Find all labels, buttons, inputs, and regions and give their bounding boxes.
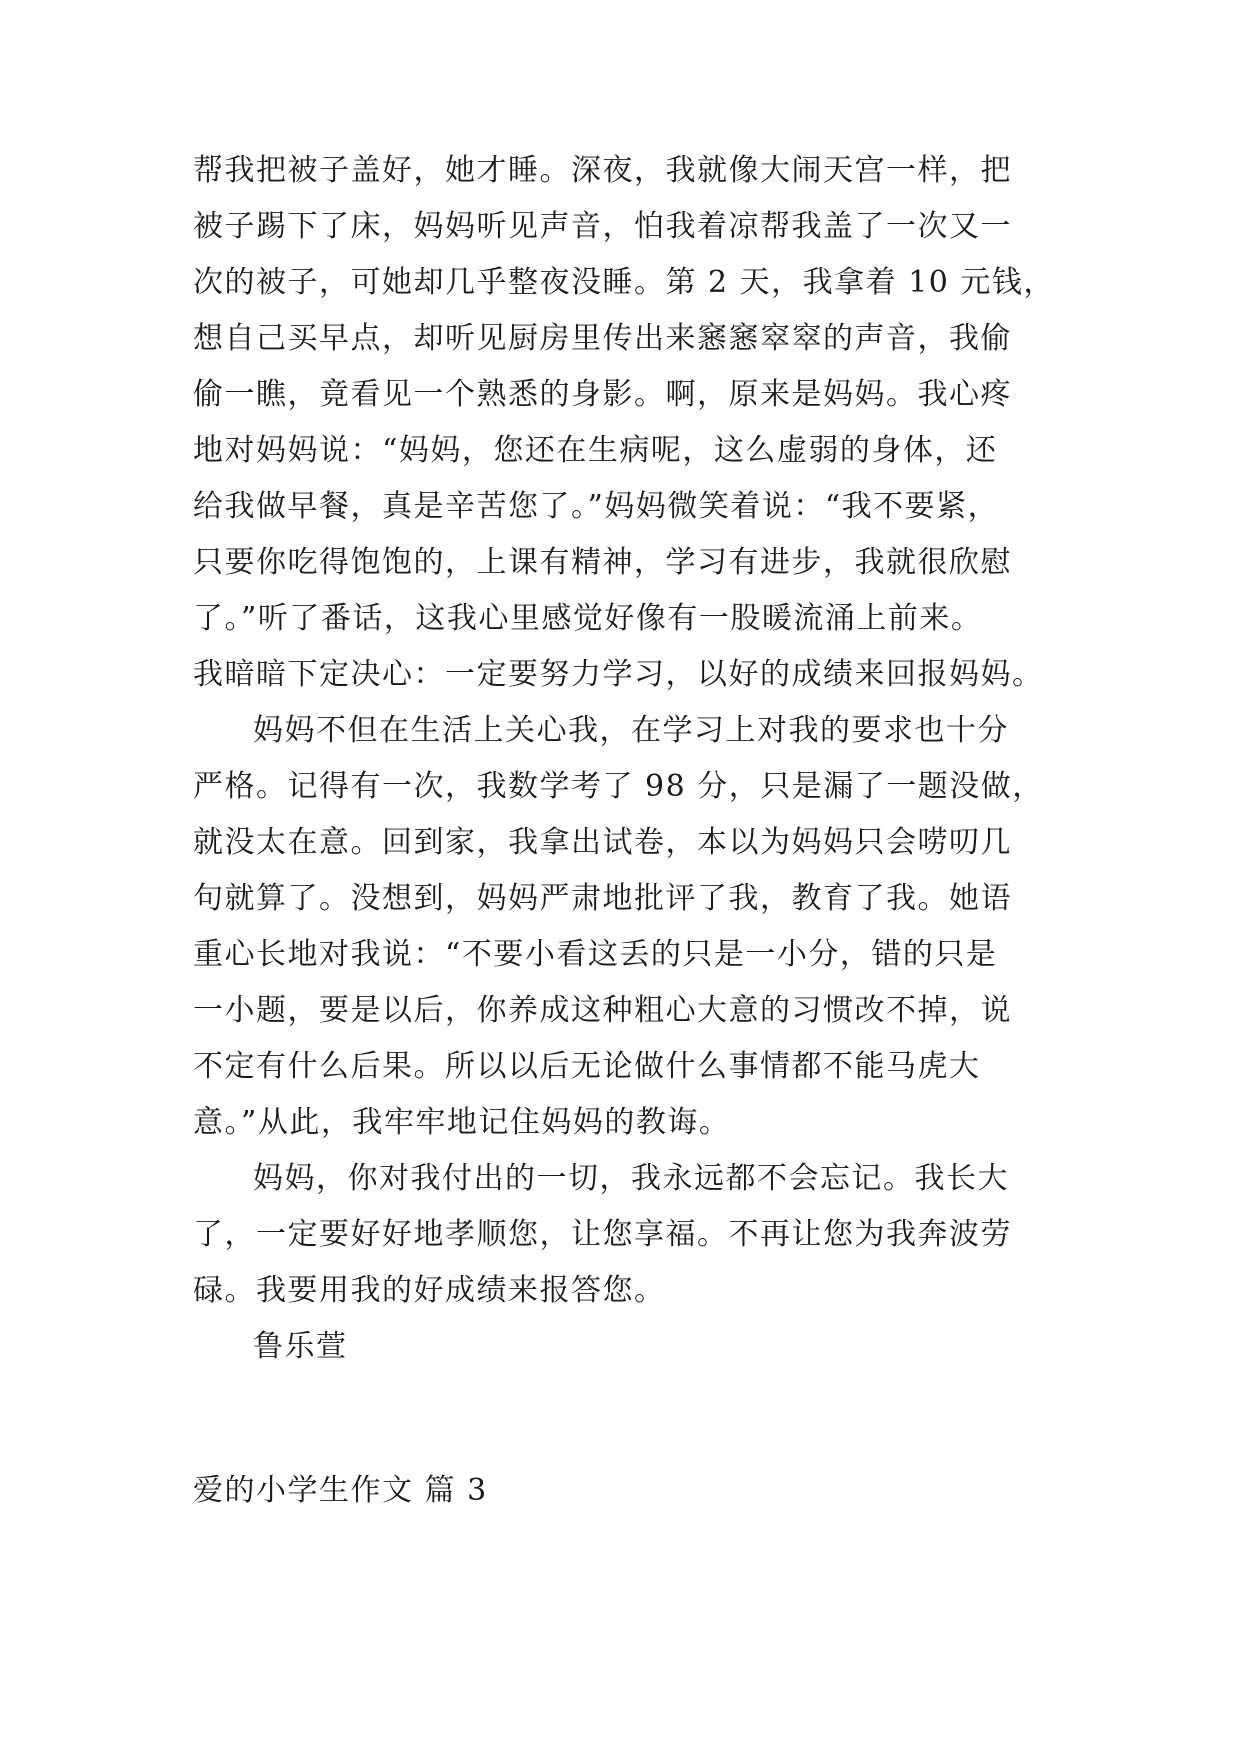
text-line: 严格。记得有一次，我数学考了 98 分，只是漏了一题没做， [193,769,1044,804]
text-line: 不定有什么后果。所以以后无论做什么事情都不能马虎大 [193,1049,981,1084]
text-line: 句就算了。没想到，妈妈严肃地批评了我，教育了我。她语 [193,881,1012,916]
text-line: 次的被子，可她却几乎整夜没睡。第 2 天，我拿着 10 元钱， [193,265,1055,300]
text-line: 想自己买早点，却听见厨房里传出来窸窸窣窣的声音，我偷 [193,321,1012,356]
text-line: 只要你吃得饱饱的，上课有精神，学习有进步，我就很欣慰 [193,545,1012,580]
text-line: 帮我把被子盖好，她才睡。深夜，我就像大闹天宫一样，把 [193,153,1012,188]
text-line: 就没太在意。回到家，我拿出试卷，本以为妈妈只会唠叨几 [193,825,1012,860]
text-line: 重心长地对我说：“不要小看这丢的只是一小分，错的只是 [193,937,998,972]
text-line: 意。”从此，我牢牢地记住妈妈的教诲。 [193,1105,731,1140]
text-line: 了，一定要好好地孝顺您，让您享福。不再让您为我奔波劳 [193,1217,1012,1252]
text-line: 了。”听了番话，这我心里感觉好像有一股暖流涌上前来。 [193,601,983,636]
section-heading: 爱的小学生作文 篇 3 [193,1473,488,1508]
paragraph-first-line: 妈妈不但在生活上关心我，在学习上对我的要求也十分 [253,713,1009,748]
text-line: 碌。我要用我的好成绩来报答您。 [193,1273,666,1308]
text-line: 一小题，要是以后，你养成这种粗心大意的习惯改不掉，说 [193,993,1012,1028]
text-line: 偷一瞧，竟看见一个熟悉的身影。啊，原来是妈妈。我心疼 [193,377,1012,412]
paragraph-first-line: 妈妈，你对我付出的一切，我永远都不会忘记。我长大 [253,1161,1009,1196]
text-line: 地对妈妈说：“妈妈，您还在生病呢，这么虚弱的身体，还 [193,433,998,468]
author-name: 鲁乐萱 [253,1329,348,1364]
text-line: 被子踢下了床，妈妈听见声音，怕我着凉帮我盖了一次又一 [193,209,1012,244]
text-line: 我暗暗下定决心：一定要努力学习，以好的成绩来回报妈妈。 [193,657,1044,692]
text-line: 给我做早餐，真是辛苦您了。”妈妈微笑着说：“我不要紧， [193,489,1000,524]
